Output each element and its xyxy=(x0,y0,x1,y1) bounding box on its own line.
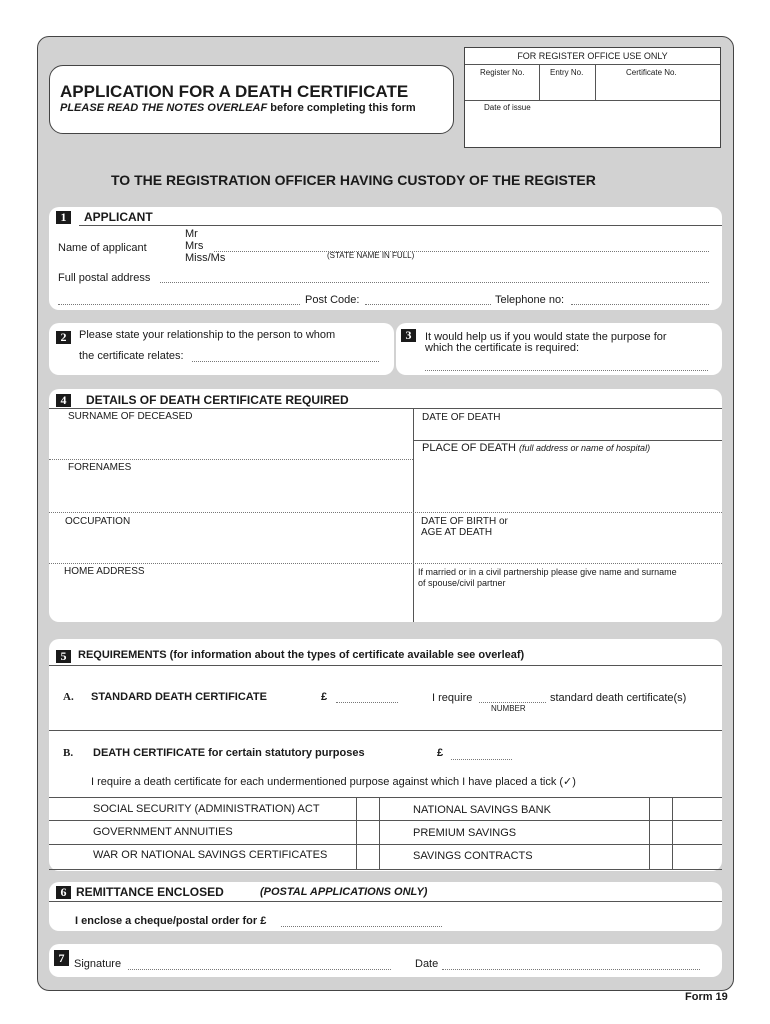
purpose-option: SOCIAL SECURITY (ADMINISTRATION) ACT xyxy=(93,803,320,815)
section-purpose xyxy=(396,323,722,375)
option-a-letter: A. xyxy=(63,691,74,703)
purpose-option: SAVINGS CONTRACTS xyxy=(413,850,533,862)
section-6-badge: 6 xyxy=(56,886,71,899)
section-4-title: DETAILS OF DEATH CERTIFICATE REQUIRED xyxy=(86,393,349,407)
option-a-pound: £ xyxy=(321,691,328,703)
title-miss-ms: Miss/Ms xyxy=(185,252,226,264)
section-5-title: REQUIREMENTS (for information about the types of certificate available see overleaf) xyxy=(78,649,525,661)
relationship-line-1: Please state your relationship to the person to whom xyxy=(79,329,336,341)
option-b-fee-field[interactable] xyxy=(451,759,512,760)
title-mr: Mr xyxy=(185,228,198,240)
section-3-badge: 3 xyxy=(401,329,416,342)
postal-address-field[interactable] xyxy=(160,282,709,283)
date-of-issue-label: Date of issue xyxy=(484,103,531,112)
tick-box-government-annuities[interactable] xyxy=(356,820,380,844)
postal-only-note: (POSTAL APPLICATIONS ONLY) xyxy=(260,886,428,898)
tick-box-savings-contracts[interactable] xyxy=(649,844,673,869)
entry-no-label: Entry No. xyxy=(550,68,584,77)
postal-address-label: Full postal address xyxy=(58,272,151,284)
option-a-fee-field[interactable] xyxy=(336,702,398,703)
section-details xyxy=(49,389,722,622)
relationship-field[interactable] xyxy=(192,361,379,362)
section-relationship xyxy=(49,323,394,375)
option-a-number-field[interactable] xyxy=(479,702,546,703)
forenames-label: FORENAMES xyxy=(68,462,132,473)
purpose-field[interactable] xyxy=(425,370,708,371)
form-number: Form 19 xyxy=(685,991,728,1003)
option-a-title: STANDARD DEATH CERTIFICATE xyxy=(91,691,267,703)
addressee-heading: TO THE REGISTRATION OFFICER HAVING CUSTODY OF THE REGISTER xyxy=(111,172,596,188)
title-box xyxy=(49,65,454,134)
post-code-label: Post Code: xyxy=(305,294,360,306)
date-field[interactable] xyxy=(442,969,700,970)
purpose-option: PREMIUM SAVINGS xyxy=(413,827,517,839)
title-mrs: Mrs xyxy=(185,240,204,252)
tick-box-savings-bank[interactable] xyxy=(649,797,673,820)
date-of-death-label: DATE OF DEATH xyxy=(422,412,501,423)
telephone-field[interactable] xyxy=(571,304,709,305)
name-of-applicant-field[interactable] xyxy=(214,251,709,252)
option-b-title: DEATH CERTIFICATE for certain statutory purposes xyxy=(93,747,365,759)
office-use-title: FOR REGISTER OFFICE USE ONLY xyxy=(517,51,668,61)
date-of-birth-label-2: AGE AT DEATH xyxy=(421,527,493,538)
purpose-option: WAR OR NATIONAL SAVINGS CERTIFICATES xyxy=(93,849,328,861)
remittance-line: I enclose a cheque/postal order for £ xyxy=(75,915,267,927)
home-address-label: HOME ADDRESS xyxy=(64,566,145,577)
spouse-label-2: of spouse/civil partner xyxy=(418,578,506,588)
section-1-badge: 1 xyxy=(56,211,71,224)
tick-box-war-savings[interactable] xyxy=(356,844,380,869)
section-applicant xyxy=(49,207,722,310)
tick-box-social-security[interactable] xyxy=(356,797,380,820)
signature-field[interactable] xyxy=(128,969,391,970)
place-of-death-label: PLACE OF DEATH (full address or name of hospital) xyxy=(422,442,651,454)
signature-label: Signature xyxy=(74,958,122,970)
section-signature xyxy=(49,944,722,977)
certificate-no-label: Certificate No. xyxy=(626,68,677,77)
section-5-badge: 5 xyxy=(56,650,71,663)
name-of-applicant-label: Name of applicant xyxy=(58,242,147,254)
number-caption: NUMBER xyxy=(491,704,526,713)
date-label: Date xyxy=(415,958,439,970)
section-remittance xyxy=(49,882,722,931)
postal-address-field-2[interactable] xyxy=(58,304,300,305)
option-b-instruction: I require a death certificate for each undermentioned purpose against which I have placed a tick (✓) xyxy=(91,776,576,788)
option-a-suffix: standard death certificate(s) xyxy=(550,692,687,704)
page-title: APPLICATION FOR A DEATH CERTIFICATE xyxy=(60,82,409,101)
occupation-label: OCCUPATION xyxy=(65,516,131,527)
option-b-letter: B. xyxy=(63,747,74,759)
tick-box-premium-savings[interactable] xyxy=(649,820,673,844)
page-subtitle: PLEASE READ THE NOTES OVERLEAF before completing this form xyxy=(60,102,416,114)
section-4-badge: 4 xyxy=(56,394,71,407)
remittance-amount-field[interactable] xyxy=(281,926,442,927)
surname-label: SURNAME OF DECEASED xyxy=(68,411,193,422)
section-2-badge: 2 xyxy=(56,331,71,344)
register-no-label: Register No. xyxy=(480,68,525,77)
spouse-label-1: If married or in a civil partnership please give name and surname xyxy=(418,567,677,577)
purpose-line-1: It would help us if you would state the purpose for xyxy=(425,331,667,343)
section-7-badge: 7 xyxy=(54,950,69,966)
purpose-option: NATIONAL SAVINGS BANK xyxy=(413,804,551,816)
purpose-line-2: which the certificate is required: xyxy=(425,342,580,354)
purpose-option: GOVERNMENT ANNUITIES xyxy=(93,826,233,838)
relationship-line-2: the certificate relates: xyxy=(79,350,184,362)
post-code-field[interactable] xyxy=(365,304,491,305)
section-requirements xyxy=(49,639,722,871)
option-b-pound: £ xyxy=(437,747,444,759)
state-name-note: (STATE NAME IN FULL) xyxy=(327,251,415,260)
date-of-birth-label-1: DATE OF BIRTH or xyxy=(421,516,508,527)
section-1-title: APPLICANT xyxy=(84,210,153,224)
telephone-label: Telephone no: xyxy=(495,294,565,306)
office-use-box xyxy=(464,47,721,148)
section-6-title: REMITTANCE ENCLOSED xyxy=(76,885,224,899)
option-a-i-require: I require xyxy=(432,692,473,704)
